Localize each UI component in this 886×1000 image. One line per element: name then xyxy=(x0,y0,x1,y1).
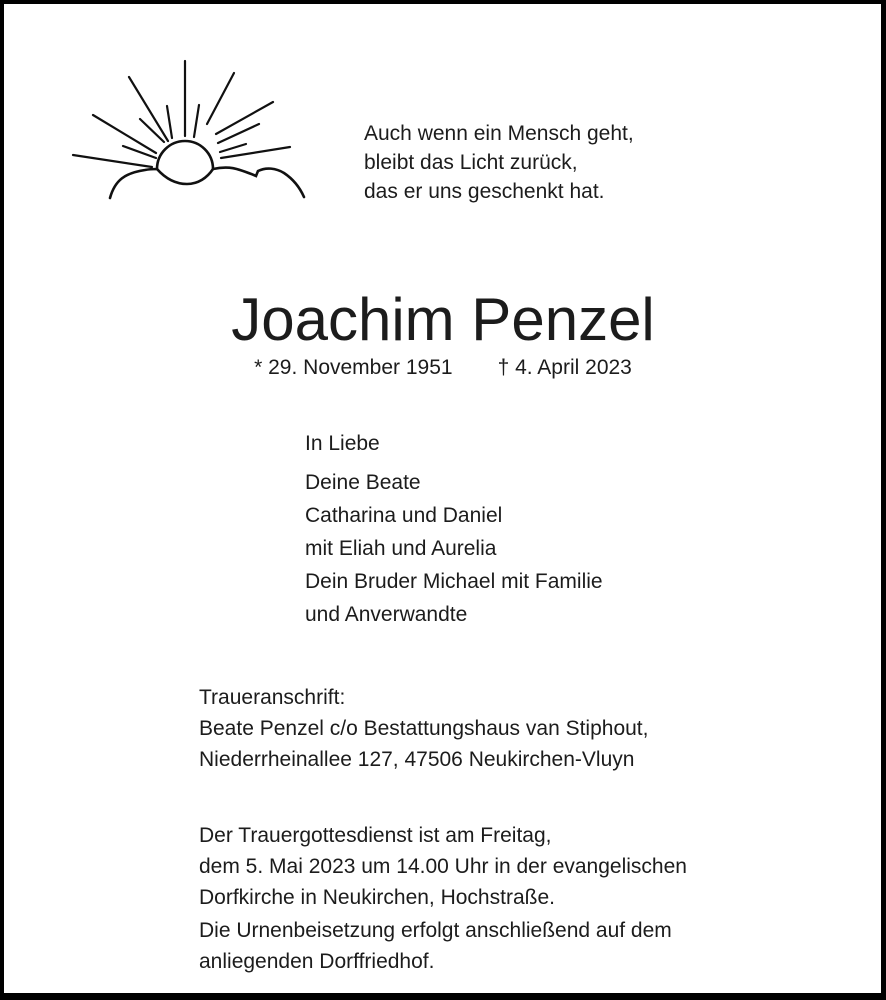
life-dates xyxy=(0,356,886,379)
mourning-address-block xyxy=(199,682,648,775)
funeral-service-line: Dorfkirche in Neukirchen, Hochstraße. xyxy=(199,886,555,909)
burial-info-line: anliegenden Dorffriedhof. xyxy=(199,950,435,973)
funeral-service-line: dem 5. Mai 2023 um 14.00 Uhr in der evangelischen xyxy=(199,855,687,878)
epigraph-line: bleibt das Licht zurück, xyxy=(364,151,578,174)
mourner-line: und Anverwandte xyxy=(305,603,468,626)
mourner-line: Deine Beate xyxy=(305,471,421,494)
epigraph-line: Auch wenn ein Mensch geht, xyxy=(364,122,634,145)
mourning-address-label: Traueranschrift: xyxy=(199,686,346,709)
funeral-service-line: Der Trauergottesdienst ist am Freitag, xyxy=(199,824,552,847)
birth-date: * 29. November 1951 xyxy=(254,356,453,379)
mourner-line: Catharina und Daniel xyxy=(305,504,503,527)
mourner-line: mit Eliah und Aurelia xyxy=(305,537,497,560)
mourning-address-line: Niederrheinallee 127, 47506 Neukirchen-Vluyn xyxy=(199,748,635,771)
mourning-address-line: Beate Penzel c/o Bestattungshaus van Stiphout, xyxy=(199,717,649,740)
deceased-name: Joachim Penzel xyxy=(231,286,655,353)
epigraph-line: das er uns geschenkt hat. xyxy=(364,180,605,203)
epigraph xyxy=(364,119,634,206)
salutation: In Liebe xyxy=(305,432,380,455)
rising-sun-icon xyxy=(60,40,360,220)
funeral-service-block xyxy=(199,820,687,913)
burial-info-block xyxy=(199,915,672,977)
burial-info-line: Die Urnenbeisetzung erfolgt anschließend auf dem xyxy=(199,919,672,942)
death-date: † 4. April 2023 xyxy=(497,356,632,379)
condolence-block xyxy=(305,427,603,631)
mourner-line: Dein Bruder Michael mit Familie xyxy=(305,570,603,593)
